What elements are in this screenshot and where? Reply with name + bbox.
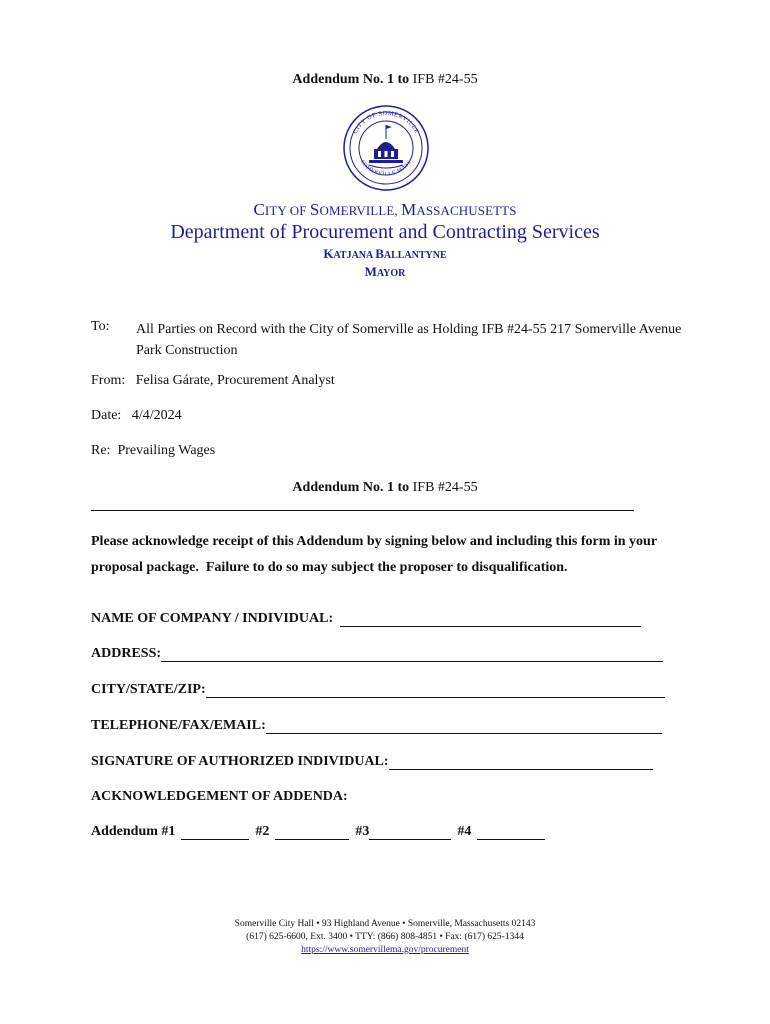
telephone-label: TELEPHONE/FAX/EMAIL: xyxy=(91,718,266,733)
addendum-4-label: #4 xyxy=(457,824,472,839)
addendum-2-blank[interactable] xyxy=(275,825,349,840)
date-line: Date: 4/4/2024 xyxy=(91,408,182,423)
signature-label: SIGNATURE OF AUTHORIZED INDIVIDUAL: xyxy=(91,754,389,769)
footer xyxy=(0,918,770,957)
city-seal-logo xyxy=(343,105,429,191)
addendum-4-blank[interactable] xyxy=(477,825,545,840)
addenda-row xyxy=(91,824,545,840)
to-recipients: All Parties on Record with the City of Somerville as Holding IFB #24-55 217 Somerville Avenue Park Construction xyxy=(136,322,682,358)
footer-procurement-link[interactable]: https://www.somervillema.gov/procurement xyxy=(301,945,469,955)
addendum-1-label: Addendum #1 xyxy=(91,824,176,839)
telephone-field xyxy=(91,718,662,734)
footer-address: Somerville City Hall • 93 Highland Avenue • Somerville, Massachusetts 02143 xyxy=(234,919,536,929)
top-heading-bold: Addendum No. 1 to xyxy=(292,72,410,87)
company-blank[interactable] xyxy=(340,612,641,627)
city-state-zip-field xyxy=(91,682,665,698)
addendum-heading-ifb: IFB #24-55 xyxy=(412,480,478,495)
address-blank[interactable] xyxy=(161,647,663,662)
footer-phone: (617) 625-6600, Ext. 3400 • TTY: (866) 808-4851 • Fax: (617) 625-1344 xyxy=(246,932,524,942)
addendum-heading xyxy=(0,480,770,496)
telephone-blank[interactable] xyxy=(266,719,662,734)
addendum-3-label: #3 xyxy=(355,824,370,839)
ack-addenda-heading: ACKNOWLEDGEMENT OF ADDENDA: xyxy=(91,789,348,804)
acknowledge-instructions: Please acknowledge receipt of this Addendum by signing below and including this form in your proposal package. Failure to do so may subject the proposer to disqualification. xyxy=(91,534,661,575)
address-field xyxy=(91,646,663,662)
top-heading xyxy=(0,72,770,88)
city-state-zip-label: CITY/STATE/ZIP: xyxy=(91,682,206,697)
addendum-1-blank[interactable] xyxy=(181,825,249,840)
re-line: Re: Prevailing Wages xyxy=(91,443,216,458)
company-label: NAME OF COMPANY / INDIVIDUAL: xyxy=(91,611,334,626)
to-label: To: xyxy=(91,319,110,334)
mayor-name: KATJANA BALLANTYNE xyxy=(323,246,447,261)
divider-rule xyxy=(91,510,634,511)
signature-field xyxy=(91,754,653,770)
addendum-heading-bold: Addendum No. 1 to xyxy=(292,480,410,495)
department-name: Department of Procurement and Contracting Services xyxy=(170,221,600,243)
city-state-zip-blank[interactable] xyxy=(206,683,665,698)
seal-text-top: CITY OF SOMERVILLE xyxy=(351,109,421,136)
seal-text-bottom: SOMERVILLE MASS xyxy=(359,159,413,178)
company-field xyxy=(91,611,641,627)
addendum-3-blank[interactable] xyxy=(369,825,451,840)
city-name: CITY OF SOMERVILLE, MASSACHUSETTS xyxy=(253,200,517,219)
top-heading-ifb: IFB #24-55 xyxy=(412,72,478,87)
addendum-2-label: #2 xyxy=(255,824,270,839)
address-label: ADDRESS: xyxy=(91,646,162,661)
mayor-title: MAYOR xyxy=(364,264,406,279)
signature-blank[interactable] xyxy=(389,755,653,770)
from-line: From: Felisa Gárate, Procurement Analyst xyxy=(91,373,335,388)
